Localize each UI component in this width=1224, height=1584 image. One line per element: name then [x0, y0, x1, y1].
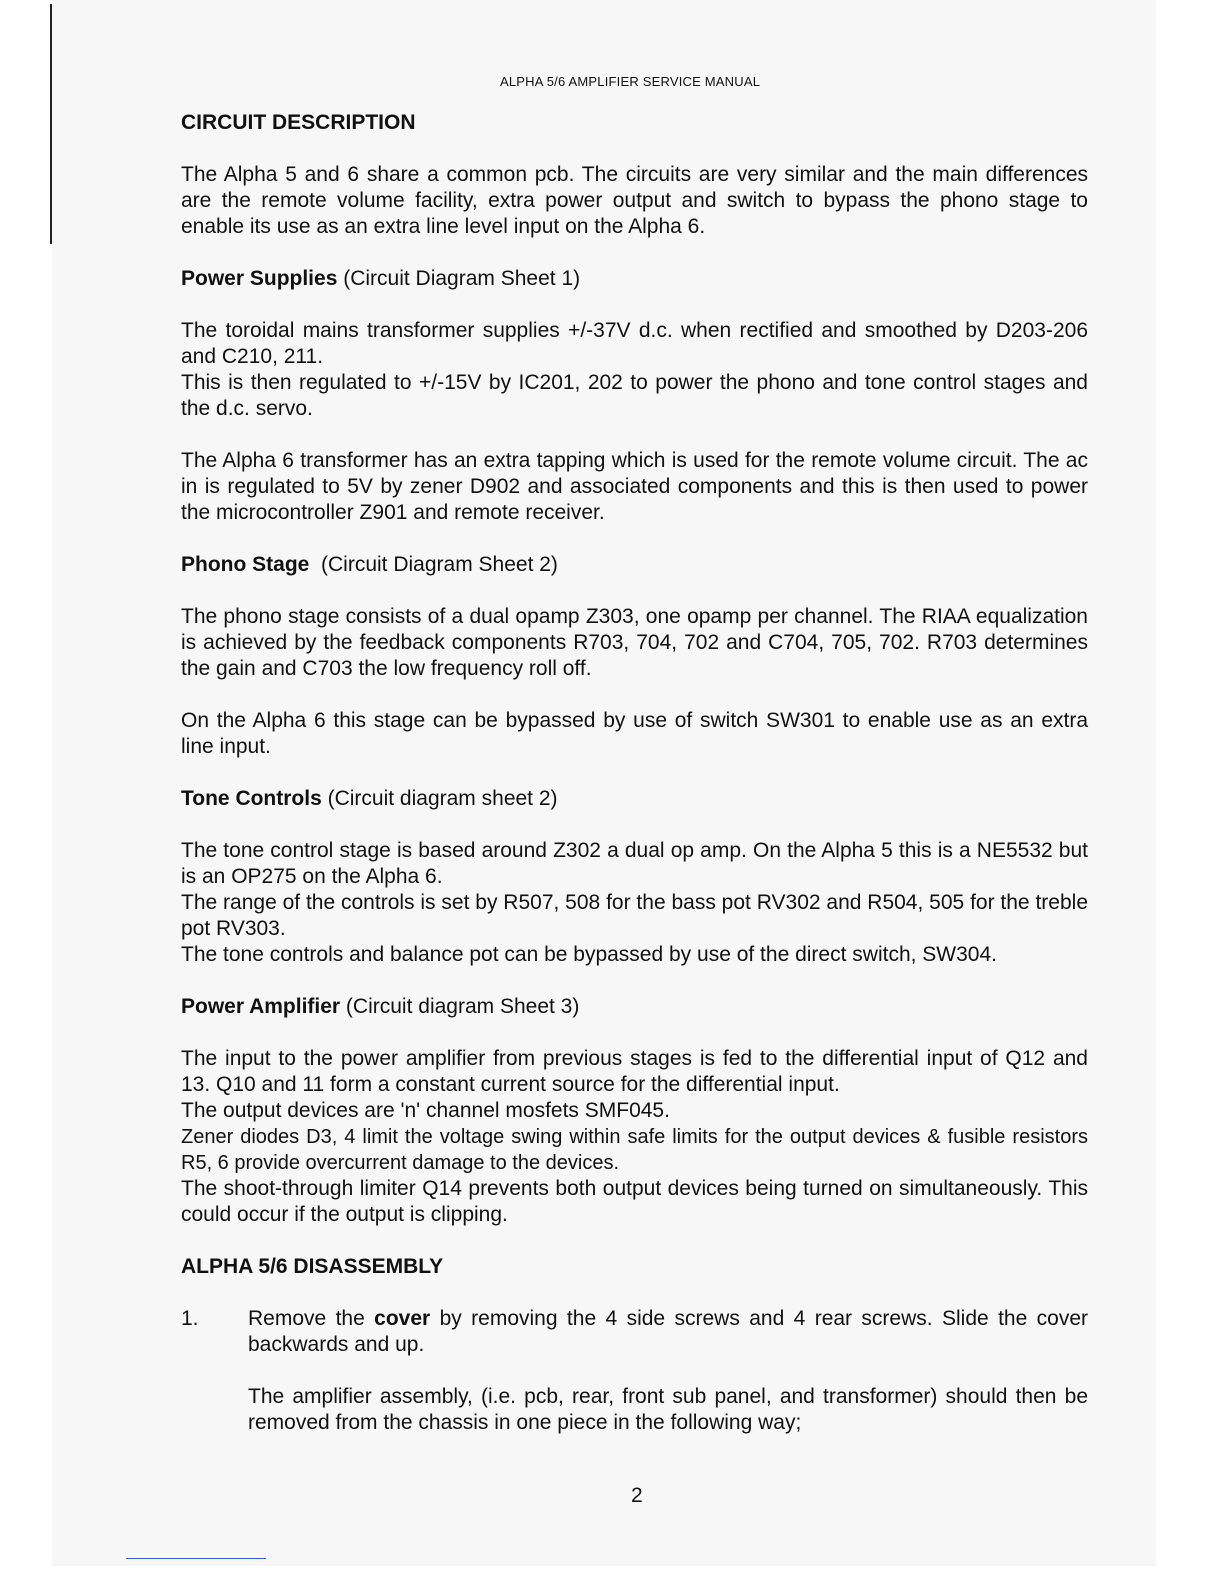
subheading-tone-controls	[181, 786, 1088, 812]
subheading-label: Power Amplifier	[181, 995, 341, 1018]
paragraph-phono-stage-1: The phono stage consists of a dual opamp Z303, one opamp per channel. The RIAA equalization is achieved by the feedback components R703, 704, 702 and C704, 705, 702. R703 determines the gain and C703 the low frequency roll off.	[181, 605, 1088, 680]
paragraph-tone-controls-3: The tone controls and balance pot can be bypassed by use of the direct switch, SW304.	[181, 943, 997, 966]
subheading-phono-stage	[181, 552, 1088, 578]
paragraph-tone-controls-1: The tone control stage is based around Z302 a dual op amp. On the Alpha 5 this is a NE5532 but is an OP275 on the Alpha 6.	[181, 839, 1088, 888]
subheading-reference: (Circuit Diagram Sheet 2)	[309, 553, 558, 576]
footer-rule	[126, 1558, 266, 1559]
paragraph-power-supplies-1a: The toroidal mains transformer supplies +/-37V d.c. when rectified and smoothed by D203-206 and C210, 211.	[181, 319, 1088, 368]
paragraph-intro: The Alpha 5 and 6 share a common pcb. The circuits are very similar and the main differences are the remote volume facility, extra power output and switch to bypass the phono stage to enable its use as an extra line level input on the Alpha 6.	[181, 163, 1088, 238]
paragraph-phono-stage-2: On the Alpha 6 this stage can be bypassed by use of switch SW301 to enable use as an extra line input.	[181, 709, 1088, 758]
paragraph-power-supplies-1b: This is then regulated to +/-15V by IC201, 202 to power the phono and tone control stages and the d.c. servo.	[181, 371, 1088, 420]
step-text-pre: Remove the	[248, 1307, 375, 1330]
step-text-bold: cover	[374, 1307, 431, 1330]
paragraph-tone-controls-2: The range of the controls is set by R507, 508 for the bass pot RV302 and R504, 505 for the treble pot RV303.	[181, 891, 1088, 940]
running-header: ALPHA 5/6 AMPLIFIER SERVICE MANUAL	[500, 74, 761, 89]
subheading-label: Phono Stage	[181, 553, 310, 576]
page-number: 2	[631, 1484, 643, 1507]
paragraph-power-amplifier-3: Zener diodes D3, 4 limit the voltage swing within safe limits for the output devices & fusible resistors R5, 6 provide overcurrent damage to the devices.	[181, 1126, 1088, 1174]
paragraph-power-amplifier-1: The input to the power amplifier from previous stages is fed to the differential input of Q12 and 13. Q10 and 11 form a constant current source for the differential input.	[181, 1047, 1088, 1096]
section-title-circuit-description: CIRCUIT DESCRIPTION	[181, 111, 416, 134]
subheading-power-supplies	[181, 266, 1088, 292]
paragraph-power-amplifier-4: The shoot-through limiter Q14 prevents both output devices being turned on simultaneously. This could occur if the output is clipping.	[181, 1177, 1088, 1226]
step-note: The amplifier assembly, (i.e. pcb, rear, front sub panel, and transformer) should then be removed from the chassis in one piece in the following way;	[248, 1385, 1088, 1434]
subheading-label: Tone Controls	[181, 787, 322, 810]
section-title-disassembly: ALPHA 5/6 DISASSEMBLY	[181, 1255, 444, 1278]
list-item	[181, 1306, 1088, 1436]
subheading-power-amplifier	[181, 994, 1088, 1020]
subheading-reference: (Circuit diagram sheet 2)	[321, 787, 558, 810]
subheading-reference: (Circuit diagram Sheet 3)	[340, 995, 580, 1018]
subheading-reference: (Circuit Diagram Sheet 1)	[337, 267, 581, 290]
step-instruction	[248, 1306, 1088, 1358]
step-text-post: by removing the 4 side screws and 4 rear screws. Slide the cover backwards and up.	[248, 1307, 1089, 1356]
list-item-body	[248, 1306, 1088, 1436]
scan-binding-line	[50, 4, 52, 244]
paragraph-power-supplies-2: The Alpha 6 transformer has an extra tapping which is used for the remote volume circuit. The ac in is regulated to 5V by zener D902 and associated components and this is then used to power the microcontroller Z901 and remote receiver.	[181, 449, 1088, 524]
subheading-label: Power Supplies	[181, 267, 338, 290]
list-item-number: 1.	[181, 1307, 199, 1330]
paragraph-power-amplifier-2: The output devices are 'n' channel mosfets SMF045.	[181, 1099, 670, 1122]
document-body	[181, 110, 1088, 1462]
